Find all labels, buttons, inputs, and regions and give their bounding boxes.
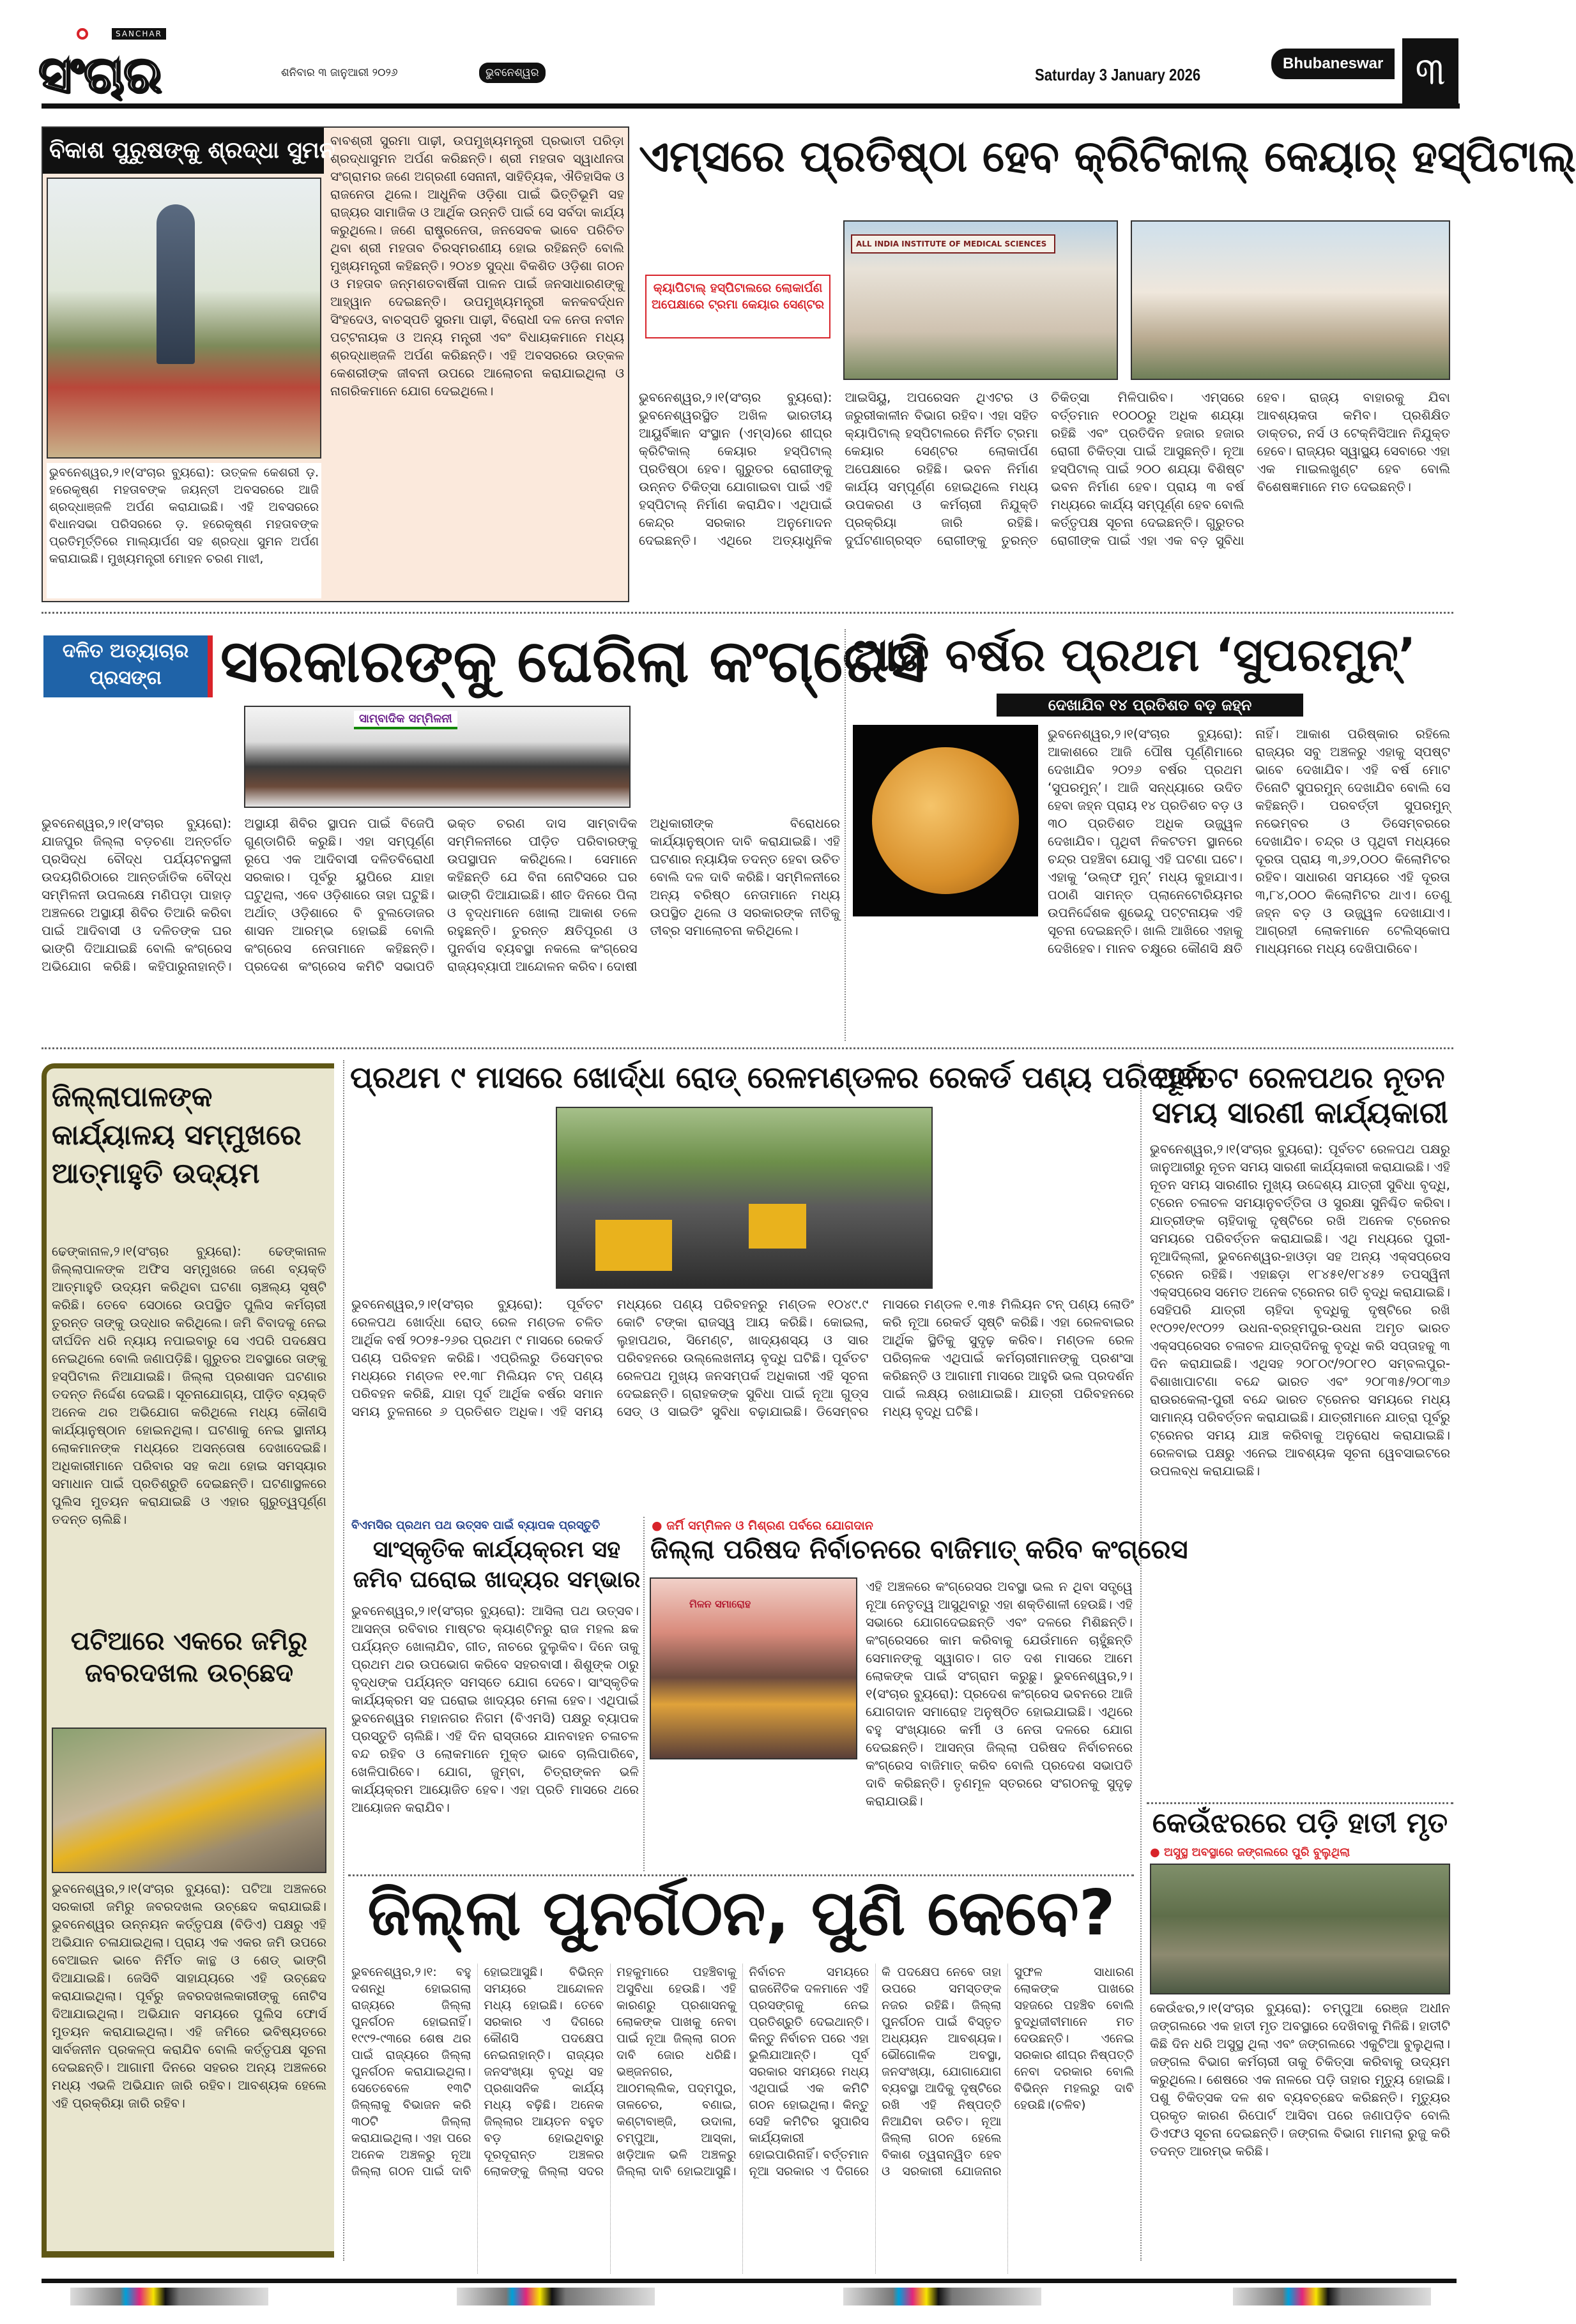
tribute-box [42, 126, 629, 602]
patia-eviction-photo [52, 1728, 326, 1873]
odia-date: ଶନିବାର ୩ ଜାନୁଆରୀ ୨୦୨୬ [281, 66, 398, 79]
moon [872, 747, 1019, 894]
congress-headline: ସରକାରଙ୍କୁ ଘେରିଲା କଂଗ୍ରେସ [220, 627, 926, 695]
patia-body: ଭୁବନେଶ୍ୱର,୨।୧(ସଂଚାର ବ୍ୟୁରୋ): ପଟିଆ ଅଞ୍ଚଳରେ ସରକାରୀ ଜମିରୁ ଜବରଦଖଲ ଉଚ୍ଛେଦ କରାଯାଇଛି। ଭୁବନେଶ୍ୱର ଉନ୍ନୟନ କର୍ତ୍ତୃପକ୍ଷ (ବିଡିଏ) ପକ୍ଷରୁ ଏହି ଅଭିଯାନ ଚଳାଯାଇଥିଲା। ପ୍ରାୟ ଏକ ଏକର ଜମି ଉପରେ ବେଆଇନ ଭାବେ ନିର୍ମିତ କାନ୍ଥ ଓ ଶେଡ୍ ଭାଙ୍ଗି ଦିଆଯାଇଛି। ଜେସିବି ସାହାଯ୍ୟରେ ଏହି ଉଚ୍ଛେଦ କରାଯାଇଥିଲା। ପୂର୍ବରୁ ଜବରଦଖଲକାରୀଙ୍କୁ ନୋଟିସ ଦିଆଯାଇଥିଲା। ଅଭିଯାନ ସମୟରେ ପୁଲିସ ଫୋର୍ସ ମୁତୟନ କରାଯାଇଥିଲା। ଏହି ଜମିରେ ଭବିଷ୍ୟତରେ ସାର୍ବଜନୀନ ପ୍ରକଳ୍ପ କରାଯିବ ବୋଲି କର୍ତ୍ତୃପକ୍ଷ ସୂଚନା ଦେଇଛନ୍ତି। ଆଗାମୀ ଦିନରେ ସହରର ଅନ୍ୟ ଅଞ୍ଚଳରେ ମଧ୍ୟ ଏଭଳି ଅଭିଯାନ ଜାରି ରହିବ। ଆବଶ୍ୟକ ହେଲେ ଏହି ପ୍ରକ୍ରିୟା ଜାରି ରହିବ। [52, 1881, 326, 2111]
railway-headline-2: ସମୟ ସାରଣୀ କାର୍ଯ୍ୟକାରୀ [1152, 1095, 1448, 1130]
khurda-body: ଭୁବନେଶ୍ୱର,୨।୧(ସଂଚାର ବ୍ୟୁରୋ): ପୂର୍ବତଟ ରେଳପଥ ଖୋର୍ଦ୍ଧା ରୋଡ୍ ରେଳ ମଣ୍ଡଳ ଚଳିତ ଆର୍ଥିକ ବର୍ଷ ୨୦୨୫-୨୬ର ପ୍ରଥମ ୯ ମାସରେ ରେକର୍ଡ ପଣ୍ୟ ପରିବହନ କରିଛି। ଏପ୍ରିଲରୁ ଡିସେମ୍ବର ମଧ୍ୟରେ ମଣ୍ଡଳ ୧୧.୩୮ ମିଲିୟନ ଟନ୍ ପଣ୍ୟ ପରିବହନ କରିଛି, ଯାହା ପୂର୍ବ ଆର୍ଥିକ ବର୍ଷର ସମାନ ସମୟ ତୁଳନାରେ ୬ ପ୍ରତିଶତ ଅଧିକ। ଏହି ସମୟ ମଧ୍ୟରେ ପଣ୍ୟ ପରିବହନରୁ ମଣ୍ଡଳ ୧୦୪୯.୯ କୋଟି ଟଙ୍କା ରାଜସ୍ୱ ଆୟ କରିଛି। କୋଇଲା, ଲୁହାପଥର, ସିମେଣ୍ଟ, ଖାଦ୍ୟଶସ୍ୟ ଓ ସାର ପରିବହନରେ ଉଲ୍ଲେଖନୀୟ ବୃଦ୍ଧି ଘଟିଛି। ପୂର୍ବତଟ ରେଳପଥ ମୁଖ୍ୟ ଜନସମ୍ପର୍କ ଅଧିକାରୀ ଏହି ସୂଚନା ଦେଇଛନ୍ତି। ଗ୍ରାହକଙ୍କ ସୁବିଧା ପାଇଁ ନୂଆ ଗୁଡ୍ସ ସେଡ୍ ଓ ସାଇଡିଂ ସୁବିଧା ବଢ଼ାଯାଇଛି। ଡିସେମ୍ବର ମାସରେ ମଣ୍ଡଳ ୧.୩୫ ମିଲିୟନ ଟନ୍ ପଣ୍ୟ ଲୋଡିଂ କରି ନୂଆ ରେକର୍ଡ ସୃଷ୍ଟି କରିଛି। ଏହା ରେଳବାଇର ଆର୍ଥିକ ସ୍ଥିତିକୁ ସୁଦୃଢ଼ କରିବ। ମଣ୍ଡଳ ରେଳ ପରିଚାଳକ ଏଥିପାଇଁ କର୍ମଚାରୀମାନଙ୍କୁ ପ୍ରଶଂସା କରିଛନ୍ତି ଓ ଆଗାମୀ ମାସରେ ଆହୁରି ଭଲ ପ୍ରଦର୍ଶନ ପାଇଁ ଲକ୍ଷ୍ୟ ରଖାଯାଇଛି। ଯାତ୍ରୀ ପରିବହନରେ ମଧ୍ୟ ବୃଦ୍ଧି ଘଟିଛି। [351, 1296, 1134, 1419]
tribute-title: ବିକାଶ ପୁରୁଷଙ୍କୁ ଶ୍ରଦ୍ଧା ସୁମନ [43, 128, 324, 174]
reorg-headline: ଜିଲ୍ଲା ପୁନର୍ଗଠନ, ପୁଣି କେବେ? [367, 1877, 1115, 1950]
railway-headline-1: ପୂର୍ବତଟ ରେଳପଥର ନୂତନ [1155, 1060, 1445, 1095]
supermoon-headline: ଆଜି ବର୍ଷର ପ୍ରଥମ ‘ସୁପରମୁନ୍’ [853, 628, 1416, 681]
congress-body: ଭୁବନେଶ୍ୱର,୨।୧(ସଂଚାର ବ୍ୟୁରୋ): ଯାଜପୁର ଜିଲ୍ଲା ବଡ଼ଚଣା ଅନ୍ତର୍ଗତ ପ୍ରସିଦ୍ଧ ବୌଦ୍ଧ ପର୍ଯ୍ୟଟନସ୍ଥଳୀ ଉଦୟଗିରିଠାରେ ଆନ୍ତର୍ଜାତିକ ବୌଦ୍ଧ ସମ୍ମିଳନୀ ଉପଲକ୍ଷେ ମଣିପଡ଼ା ପାହାଡ଼ ଅଞ୍ଚଳରେ ଅସ୍ଥାୟୀ ଶିବିର ତିଆରି କରିବା ପାଇଁ ଆଦିବାସୀ ଓ ଦଳିତଙ୍କ ଘର ଭାଙ୍ଗି ଦିଆଯାଇଛି ବୋଲି କଂଗ୍ରେସ ଅଭିଯୋଗ କରିଛି। କହିପାରୁନାହାନ୍ତି। ଅସ୍ଥାୟୀ ଶିବିର ସ୍ଥାପନ ପାଇଁ ବିଜେପି ଗୁଣ୍ଡାଗିରି କରୁଛି। ଏହା ସମ୍ପୂର୍ଣ୍ଣ ରୂପେ ଏକ ଆଦିବାସୀ ଦଳିତବିରୋଧୀ ସରକାର। ପୂର୍ବରୁ ୟୁପିରେ ଯାହା ଘଟୁଥିଲା, ଏବେ ଓଡ଼ିଶାରେ ତାହା ଘଟୁଛି। ଅର୍ଥାତ୍ ଓଡ଼ିଶାରେ ବି ବୁଲଡୋଜର ଶାସନ ଆରମ୍ଭ ହୋଇଛି ବୋଲି କଂଗ୍ରେସ ନେତାମାନେ କହିଛନ୍ତି। ପ୍ରଦେଶ କଂଗ୍ରେସ କମିଟି ସଭାପତି ଭକ୍ତ ଚରଣ ଦାସ ସାମ୍ବାଦିକ ସମ୍ମିଳନୀରେ ପୀଡ଼ିତ ପରିବାରଙ୍କୁ ଉପସ୍ଥାପନ କରିଥିଲେ। ସେମାନେ କହିଛନ୍ତି ଯେ ବିନା ନୋଟିସରେ ଘର ଭାଙ୍ଗି ଦିଆଯାଇଛି। ଶୀତ ଦିନରେ ପିଲା ଓ ବୃଦ୍ଧମାନେ ଖୋଲା ଆକାଶ ତଳେ ରହୁଛନ୍ତି। ତୁରନ୍ତ କ୍ଷତିପୂରଣ ଓ ପୁନର୍ବାସ ବ୍ୟବସ୍ଥା ନକଲେ କଂଗ୍ରେସ ରାଜ୍ୟବ୍ୟାପୀ ଆନ୍ଦୋଳନ କରିବ। ଦୋଷୀ ଅଧିକାରୀଙ୍କ ବିରୋଧରେ କାର୍ଯ୍ୟାନୁଷ୍ଠାନ ଦାବି କରାଯାଇଛି। ଏହି ଘଟଣାର ନ୍ୟାୟିକ ତଦନ୍ତ ହେବା ଉଚିତ ବୋଲି ଦଳ ଦାବି କରିଛି। ସମ୍ମିଳନୀରେ ଅନ୍ୟ ବରିଷ୍ଠ ନେତାମାନେ ମଧ୍ୟ ଉପସ୍ଥିତ ଥିଲେ ଓ ସରକାରଙ୍କ ନୀତିକୁ ତୀବ୍ର ସମାଲୋଚନା କରିଥିଲେ। [42, 816, 840, 974]
logo-tag: SANCHAR [112, 28, 166, 40]
page-number: ୩ [1402, 38, 1458, 105]
logo-red-dot [77, 28, 88, 40]
masthead [38, 29, 1463, 112]
collector-headline: ଜିଲ୍ଲାପାଳଙ୍କ କାର୍ଯ୍ୟାଳୟ ସମ୍ମୁଖରେ ଆତ୍ମାହୁତି ଉଦ୍ୟମ [52, 1081, 302, 1190]
patia-headline: ପଟିଆରେ ଏକରେ ଜମିରୁ ଜବରଦଖଲ ଉଚ୍ଛେଦ [70, 1627, 308, 1688]
aiims-photo [843, 220, 1118, 380]
city-badge-odia: ଭୁବନେଶ୍ୱର [479, 63, 546, 83]
color-bar [1233, 2288, 1431, 2305]
column-divider [343, 1060, 344, 2261]
tribute-photo [47, 178, 321, 459]
color-bar [70, 2288, 268, 2305]
section-divider [348, 1874, 1134, 1876]
aiims-headline: ଏମ୍ସରେ ପ୍ରତିଷ୍ଠା ହେବ କ୍ରିଟିକାଲ୍ କେୟାର୍ ହସ୍ପିଟାଲ୍ [639, 132, 1576, 182]
color-bar [843, 2288, 1041, 2305]
footer-rule [42, 2279, 1457, 2283]
zp-kicker-text: ଜର୍ମି ସମ୍ମିଳନ ଓ ମିଶ୍ରଣ ପର୍ବରେ ଯୋଗଦାନ [666, 1519, 873, 1533]
bullet-icon: ● [1150, 1846, 1164, 1859]
aiims-building-photo [1131, 220, 1450, 380]
category-tag: ଦଳିତ ଅତ୍ୟାଚାର ପ୍ରସଙ୍ଗ [43, 635, 213, 697]
loader [595, 1220, 672, 1271]
tribute-side-text: ବାବଶ୍ରୀ ସୁରମା ପାଢ଼ୀ, ଉପମୁଖ୍ୟମନ୍ତ୍ରୀ ପ୍ରଭାତୀ ପରିଡ଼ା ଶ୍ରଦ୍ଧାସୁମନ ଅର୍ପଣ କରିଛନ୍ତି। ଶ୍ରୀ ମହତାବ ସ୍ୱାଧୀନତା ସଂଗ୍ରାମର ଜଣେ ଅଗ୍ରଣୀ ସେନାନୀ, ସାହିତ୍ୟିକ, ଐତିହାସିକ ଓ ରାଜନେତା ଥିଲେ। ଆଧୁନିକ ଓଡ଼ିଶା ପାଇଁ ଭିତ୍ତିଭୂମି ସହ ରାଜ୍ୟର ସାମାଜିକ ଓ ଆର୍ଥିକ ଉନ୍ନତି ପାଇଁ ସେ ସର୍ବଦା କାର୍ଯ୍ୟ କରୁଥିଲେ। ଜଣେ ରାଷ୍ଟ୍ରନେତା, ଜନସେବକ ଭାବେ ପରିଚିତ ଥିବା ଶ୍ରୀ ମହତାବ ଚିରସ୍ମରଣୀୟ ହୋଇ ରହିଛନ୍ତି ବୋଲି ମୁଖ୍ୟମନ୍ତ୍ରୀ କହିଛନ୍ତି। ୨୦୪୭ ସୁଦ୍ଧା ବିକଶିତ ଓଡ଼ିଶା ଗଠନ ଓ ମହତାବ ଜନ୍ମଶତବାର୍ଷିକୀ ପାଳନ ପାଇଁ ଜନସାଧାରଣଙ୍କୁ ଆହ୍ୱାନ ଦେଇଛନ୍ତି। ଉପମୁଖ୍ୟମନ୍ତ୍ରୀ କନକବର୍ଦ୍ଧନ ସିଂହଦେଓ, ବାଚସ୍ପତି ସୁରମା ପାଢ଼ୀ, ବିରୋଧୀ ଦଳ ନେତା ନବୀନ ପଟ୍ଟନାୟକ ଓ ଅନ୍ୟ ମନ୍ତ୍ରୀ ଏବଂ ବିଧାୟକମାନେ ମଧ୍ୟ ଶ୍ରଦ୍ଧାଞ୍ଜଳି ଅର୍ପଣ କରିଛନ୍ତି। ଏହି ଅବସରରେ ଉତ୍କଳ କେଶରୀଙ୍କ ଜୀବନୀ ଉପରେ ଆଲୋଚନା କରାଯାଇଥିଲା ଓ ନାଗରିକମାନେ ଯୋଗ ଦେଇଥିଲେ। [330, 133, 624, 399]
section-divider [42, 1047, 1453, 1049]
elephant-body: କେଉଁଝର,୨।୧(ସଂଚାର ବ୍ୟୁରୋ): ଚମ୍ପୁଆ ରେଞ୍ଜ ଅଧୀନ ଜଙ୍ଗଲରେ ଏକ ହାତୀ ମୃତ ଅବସ୍ଥାରେ ଦେଖିବାକୁ ମିଳିଛି। ହାତୀଟି କିଛି ଦିନ ଧରି ଅସୁସ୍ଥ ଥିଲା ଏବଂ ଜଙ୍ଗଲରେ ଏକୁଟିଆ ବୁଲୁଥିଲା। ଜଙ୍ଗଲ ବିଭାଗ କର୍ମଚାରୀ ତାକୁ ଚିକିତ୍ସା କରିବାକୁ ଉଦ୍ୟମ କରୁଥିଲେ। ଶେଷରେ ଏକ ନାଳରେ ପଡ଼ି ତାହାର ମୃତ୍ୟୁ ହୋଇଛି। ପଶୁ ଚିକିତ୍ସକ ଦଳ ଶବ ବ୍ୟବଚ୍ଛେଦ କରିଛନ୍ତି। ମୃତ୍ୟୁର ପ୍ରକୃତ କାରଣ ରିପୋର୍ଟ ଆସିବା ପରେ ଜଣାପଡ଼ିବ ବୋଲି ଡିଏଫଓ ସୂଚନା ଦେଇଛନ୍ତି। ଜଙ୍ଗଲ ବିଭାଗ ମାମଲା ରୁଜୁ କରି ତଦନ୍ତ ଆରମ୍ଭ କରିଛି। [1150, 2000, 1450, 2159]
color-registration-strip [0, 2288, 1478, 2305]
supermoon-body: ଭୁବନେଶ୍ୱର,୨।୧(ସଂଚାର ବ୍ୟୁରୋ): ଆକାଶରେ ଆଜି ପୌଷ ପୂର୍ଣ୍ଣିମାରେ ଦେଖାଯିବ ୨୦୨୬ ବର୍ଷର ପ୍ରଥମ ‘ସୁପରମୁନ୍’। ଆଜି ସନ୍ଧ୍ୟାରେ ଉଦିତ ହେବା ଜହ୍ନ ପ୍ରାୟ ୧୪ ପ୍ରତିଶତ ବଡ଼ ଓ ୩୦ ପ୍ରତିଶତ ଅଧିକ ଉଜ୍ଜ୍ୱଳ ଦେଖାଯିବ। ପୃଥିବୀ ନିକଟତମ ସ୍ଥାନରେ ଚନ୍ଦ୍ର ପହଞ୍ଚିବା ଯୋଗୁ ଏହି ଘଟଣା ଘଟେ। ଏହାକୁ ‘ଉଲ୍ଫ ମୁନ୍’ ମଧ୍ୟ କୁହାଯାଏ। ପଠାଣି ସାମନ୍ତ ପ୍ଲାନେଟୋରିୟମର ଉପନିର୍ଦ୍ଦେଶକ ଶୁଭେନ୍ଦୁ ପଟ୍ଟନାୟକ ଏହି ସୂଚନା ଦେଇଛନ୍ତି। ଖାଲି ଆଖିରେ ଏହାକୁ ଦେଖିହେବ। ମାନବ ଚକ୍ଷୁରେ କୌଣସି କ୍ଷତି ନାହିଁ। ଆକାଶ ପରିଷ୍କାର ରହିଲେ ରାଜ୍ୟର ସବୁ ଅଞ୍ଚଳରୁ ଏହାକୁ ସ୍ପଷ୍ଟ ଭାବେ ଦେଖାଯିବ। ଏହି ବର୍ଷ ମୋଟ ତିନୋଟି ସୁପରମୁନ୍ ଦେଖାଯିବ ବୋଲି ସେ କହିଛନ୍ତି। ପରବର୍ତ୍ତୀ ସୁପରମୁନ୍ ନଭେମ୍ବର ଓ ଡିସେମ୍ବରରେ ଦେଖାଯିବ। ଚନ୍ଦ୍ର ଓ ପୃଥିବୀ ମଧ୍ୟରେ ଦୂରତା ପ୍ରାୟ ୩,୬୨,୦୦୦ କିଲୋମିଟର ରହିବ। ସାଧାରଣ ସମୟରେ ଏହି ଦୂରତା ୩,୮୪,୦୦୦ କିଲୋମିଟର ଥାଏ। ତେଣୁ ଜହ୍ନ ବଡ଼ ଓ ଉଜ୍ଜ୍ୱଳ ଦେଖାଯାଏ। ଆଗ୍ରହୀ ଲୋକମାନେ ଟେଲିସ୍କୋପ ମାଧ୍ୟମରେ ମଧ୍ୟ ଦେଖିପାରିବେ। [1048, 726, 1450, 956]
railway-body: ଭୁବନେଶ୍ୱର,୨।୧(ସଂଚାର ବ୍ୟୁରୋ): ପୂର୍ବତଟ ରେଳପଥ ପକ୍ଷରୁ ଜାନୁଆରୀରୁ ନୂତନ ସମୟ ସାରଣୀ କାର୍ଯ୍ୟକାରୀ କରାଯାଇଛି। ଏହି ନୂତନ ସମୟ ସାରଣୀର ମୁଖ୍ୟ ଉଦ୍ଦେଶ୍ୟ ଯାତ୍ରୀ ସୁବିଧା ବୃଦ୍ଧି, ଟ୍ରେନ ଚଳାଚଳ ସମୟାନୁବର୍ତ୍ତିତା ଓ ସୁରକ୍ଷା ସୁନିଶ୍ଚିତ କରିବା। ଯାତ୍ରୀଙ୍କ ଚାହିଦାକୁ ଦୃଷ୍ଟିରେ ରଖି ଅନେକ ଟ୍ରେନର ସମୟରେ ପରିବର୍ତ୍ତନ କରାଯାଇଛି। ଏଥି ମଧ୍ୟରେ ପୁରୀ-ନୂଆଦିଲ୍ଲୀ, ଭୁବନେଶ୍ୱର-ହାଓଡ଼ା ସହ ଅନ୍ୟ ଏକ୍ସପ୍ରେସ ଟ୍ରେନ ରହିଛି। ଏହାଛଡ଼ା ୧୮୪୫୧/୧୮୪୫୨ ତପସ୍ୱିନୀ ଏକ୍ସପ୍ରେସ ସମେତ ଅନେକ ଟ୍ରେନର ଗତି ବୃଦ୍ଧି କରାଯାଇଛି। ସେହିପରି ଯାତ୍ରୀ ଚାହିଦା ବୃଦ୍ଧିକୁ ଦୃଷ୍ଟିରେ ରଖି ୧୯୦୨୧/୧୯୦୨୨ ଉଧନା-ବ୍ରହ୍ମପୁର-ଉଧନା ଅମୃତ ଭାରତ ଏକ୍ସପ୍ରେସର ଚଳାଚଳ ଯାତ୍ରାଦିନକୁ ବୃଦ୍ଧି କରି ସପ୍ତାହକୁ ୩ ଦିନ କରାଯାଇଛି। ଏଥିସହ ୨୦୮୦୯/୨୦୮୧୦ ସମ୍ବଲପୁର-ବିଶାଖାପାଟଣା ବନ୍ଦେ ଭାରତ ଏବଂ ୨୦୮୩୫/୨୦୮୩୬ ରାଉରକେଲା-ପୁରୀ ବନ୍ଦେ ଭାରତ ଟ୍ରେନର ସମୟରେ ମଧ୍ୟ ସାମାନ୍ୟ ପରିବର୍ତ୍ତନ କରାଯାଇଛି। ଯାତ୍ରୀମାନେ ଯାତ୍ରା ପୂର୍ବରୁ ଟ୍ରେନର ସମୟ ଯାଞ୍ଚ କରିବାକୁ ଅନୁରୋଧ କରାଯାଇଛି। ରେଳବାଇ ପକ୍ଷରୁ ଏନେଇ ଆବଶ୍ୟକ ସୂଚନା ୱେବସାଇଟରେ ଉପଲବ୍ଧ କରାଯାଇଛି। [1150, 1141, 1450, 1478]
zp-body: ଏହି ଅଞ୍ଚଳରେ କଂଗ୍ରେସର ଅବସ୍ଥା ଭଲ ନ ଥିବା ସତ୍ତ୍ୱେ ନୂଆ ନେତୃତ୍ୱ ଆସୁଥିବାରୁ ଏହା ଶକ୍ତିଶାଳୀ ହେଉଛି। ଏହି ସଭାରେ ଯୋଗଦେଇଛନ୍ତି ଏବଂ ଦଳରେ ମିଶିଛନ୍ତି। କଂଗ୍ରେସରେ କାମ କରିବାକୁ ଯେଉଁମାନେ ଚାହୁଁଛନ୍ତି ସେମାନଙ୍କୁ ସ୍ୱାଗତ। ଗତ ଦଶ ମାସରେ ଆମେ ଲୋକଙ୍କ ପାଇଁ ସଂଗ୍ରାମ କରୁଛୁ। ଭୁବନେଶ୍ୱର,୨।୧(ସଂଚାର ବ୍ୟୁରୋ): ପ୍ରଦେଶ କଂଗ୍ରେସ ଭବନରେ ଆଜି ଯୋଗଦାନ ସମାରୋହ ଅନୁଷ୍ଠିତ ହୋଇଯାଇଛି। ଏଥିରେ ବହୁ ସଂଖ୍ୟାରେ କର୍ମୀ ଓ ନେତା ଦଳରେ ଯୋଗ ଦେଇଛନ୍ତି। ଆସନ୍ତା ଜିଲ୍ଲା ପରିଷଦ ନିର୍ବାଚନରେ କଂଗ୍ରେସ ବାଜିମାତ୍ କରିବ ବୋଲି ପ୍ରଦେଶ ସଭାପତି ଦାବି କରିଛନ୍ତି। ତୃଣମୂଳ ସ୍ତରରେ ସଂଗଠନକୁ ସୁଦୃଢ଼ କରାଯାଉଛି। [866, 1579, 1133, 1809]
bmc-headline-2: ଜମିବ ଘରୋଇ ଖାଦ୍ୟର ସମ୍ଭାର [353, 1567, 641, 1593]
bmc-kicker: ବିଏମସିର ପ୍ରଥମ ପଥ ଉତ୍ସବ ପାଇଁ ବ୍ୟାପକ ପ୍ରସ୍ତୁତି [351, 1519, 601, 1532]
newspaper-logo[interactable]: ସଂଚାର [38, 46, 162, 103]
elephant-headline: କେଉଁଝରରେ ପଡ଼ି ହାତୀ ମୃତ [1152, 1807, 1448, 1839]
column-divider [1140, 1060, 1142, 2261]
section-divider [1147, 1802, 1453, 1804]
elephant-kicker [1150, 1846, 1450, 1859]
bullet-icon: ● [652, 1519, 667, 1533]
zp-photo-banner: ମିଳନ ସମାରୋହ [689, 1598, 751, 1610]
left-column-box [42, 1063, 334, 2258]
statue [157, 204, 195, 364]
tribute-caption: ଭୁବନେଶ୍ୱର,୨।୧(ସଂଚାର ବ୍ୟୁରୋ): ଉତ୍କଳ କେଶରୀ ଡ଼. ହରେକୃଷ୍ଣ ମହତାବଙ୍କ ଜୟନ୍ତୀ ଅବସରରେ ଆଜି ଶ୍ରଦ୍ଧାଞ୍ଜଳି ଅର୍ପଣ କରାଯାଇଛି। ଏହି ଅବସରରେ ବିଧାନସଭା ପରିସରରେ ଡ଼. ହରେକୃଷ୍ଣ ମହତାବଙ୍କ ପ୍ରତିମୂର୍ତ୍ତିରେ ମାଲ୍ୟାର୍ପଣ ସହ ଶ୍ରଦ୍ଧା ସୁମନ ଅର୍ପଣ କରାଯାଇଛି। ମୁଖ୍ୟମନ୍ତ୍ରୀ ମୋହନ ଚରଣ ମାଝୀ, [47, 463, 321, 598]
aiims-subhead-box: କ୍ୟାପିଟାଲ୍ ହସ୍ପିଟାଲରେ ଲୋକାର୍ପଣ ଅପେକ୍ଷାରେ ଟ୍ରମା କେୟାର ସେଣ୍ଟର [645, 275, 830, 338]
elephant-kicker-text: ଅସୁସ୍ଥ ଅବସ୍ଥାରେ ଜଙ୍ଗଲରେ ପୁରି ବୁଲୁଥିଲା [1163, 1846, 1350, 1859]
congress-press-photo [244, 706, 631, 808]
collector-body: ଢେଙ୍କାନାଳ,୨।୧(ସଂଚାର ବ୍ୟୁରୋ): ଢେଙ୍କାନାଳ ଜିଲ୍ଲାପାଳଙ୍କ ଅଫିସ ସମ୍ମୁଖରେ ଜଣେ ବ୍ୟକ୍ତି ଆତ୍ମାହୁତି ଉଦ୍ୟମ କରିଥିବା ଘଟଣା ଚାଞ୍ଚଲ୍ୟ ସୃଷ୍ଟି କରିଛି। ତେବେ ସେଠାରେ ଉପସ୍ଥିତ ପୁଲିସ କର୍ମଚାରୀ ତୁରନ୍ତ ତାଙ୍କୁ ଉଦ୍ଧାର କରିଥିଲେ। ଜମି ବିବାଦକୁ ନେଇ ଦୀର୍ଘଦିନ ଧରି ନ୍ୟାୟ ନପାଇବାରୁ ସେ ଏପରି ପଦକ୍ଷେପ ନେଇଥିଲେ ବୋଲି ଜଣାପଡ଼ିଛି। ଗୁରୁତର ଅବସ୍ଥାରେ ତାଙ୍କୁ ହସ୍ପିଟାଲ ନିଆଯାଇଛି। ଜିଲ୍ଲା ପ୍ରଶାସନ ଘଟଣାର ତଦନ୍ତ ନିର୍ଦ୍ଦେଶ ଦେଇଛି। ସୂଚନାଯୋଗ୍ୟ, ପୀଡ଼ିତ ବ୍ୟକ୍ତି ଅନେକ ଥର ଅଭିଯୋଗ କରିଥିଲେ ମଧ୍ୟ କୌଣସି କାର୍ଯ୍ୟାନୁଷ୍ଠାନ ହୋଇନଥିଲା। ଘଟଣାକୁ ନେଇ ସ୍ଥାନୀୟ ଲୋକମାନଙ୍କ ମଧ୍ୟରେ ଅସନ୍ତୋଷ ଦେଖାଦେଇଛି। ଅଧିକାରୀମାନେ ପରିବାର ସହ କଥା ହୋଇ ସମସ୍ୟାର ସମାଧାନ ପାଇଁ ପ୍ରତିଶ୍ରୁତି ଦେଇଛନ୍ତି। ଘଟଣାସ୍ଥଳରେ ପୁଲିସ ମୁତୟନ କରାଯାଇଛି ଓ ଏହାର ଗୁରୁତ୍ୱପୂର୍ଣ୍ଣ ତଦନ୍ତ ଚାଲିଛି। [52, 1243, 326, 1527]
bmc-headline-1: ସାଂସ୍କୃତିକ କାର୍ଯ୍ୟକ୍ରମ ସହ [372, 1537, 621, 1563]
khurda-freight-photo [556, 1107, 933, 1289]
english-date: Saturday 3 January 2026 [1035, 65, 1201, 84]
zp-photo [650, 1577, 857, 1759]
loader [749, 1204, 806, 1249]
aiims-sign: ALL INDIA INSTITUTE OF MEDICAL SCIENCES [851, 234, 1055, 254]
press-banner: ସାମ୍ବାଦିକ ସମ୍ମିଳନୀ [354, 711, 457, 729]
elephant-photo [1150, 1864, 1450, 1994]
color-bar [457, 2288, 655, 2305]
bmc-body: ଭୁବନେଶ୍ୱର,୨।୧(ସଂଚାର ବ୍ୟୁରୋ): ଆସିଲା ପଥ ଉତ୍ସବ। ଆସନ୍ତା ରବିବାର ମାଷ୍ଟର କ୍ୟାଣ୍ଟିନରୁ ରାଜ ମହଲ ଛକ ପର୍ଯ୍ୟନ୍ତ ଖୋଲାଯିବ, ଗୀତ, ନାଚରେ ଦୁଲୁକିବ। ଦିନେ ତାକୁ ପ୍ରଥମ ଥର ଉପଭୋଗ କରିବେ ସହରବାସୀ। ଶିଶୁଙ୍କ ଠାରୁ ବୃଦ୍ଧଙ୍କ ପର୍ଯ୍ୟନ୍ତ ସମସ୍ତେ ଯୋଗ ଦେବେ। ସାଂସ୍କୃତିକ କାର୍ଯ୍ୟକ୍ରମ ସହ ଘରୋଇ ଖାଦ୍ୟର ମେଳା ହେବ। ଏଥିପାଇଁ ଭୁବନେଶ୍ୱର ମହାନଗର ନିଗମ (ବିଏମସି) ପକ୍ଷରୁ ବ୍ୟାପକ ପ୍ରସ୍ତୁତି ଚାଲିଛି। ଏହି ଦିନ ରାସ୍ତାରେ ଯାନବାହନ ଚଳାଚଳ ବନ୍ଦ ରହିବ ଓ ଲୋକମାନେ ମୁକ୍ତ ଭାବେ ଚାଲିପାରିବେ, ଖେଳିପାରିବେ। ଯୋଗ, ଜୁମ୍ବା, ଚିତ୍ରାଙ୍କନ ଭଳି କାର୍ଯ୍ୟକ୍ରମ ଆୟୋଜିତ ହେବ। ଏହା ପ୍ରତି ମାସରେ ଥରେ ଆୟୋଜନ କରାଯିବ। [351, 1603, 639, 1815]
section-divider [42, 612, 1453, 614]
khurda-headline: ପ୍ରଥମ ୯ ମାସରେ ଖୋର୍ଦ୍ଧା ରୋଡ୍ ରେଳମଣ୍ଡଳର ରେକର୍ଡ ପଣ୍ୟ ପରିବହନ [350, 1060, 1207, 1095]
masthead-rule [42, 103, 1460, 109]
city-badge: Bhubaneswar [1271, 49, 1395, 79]
supermoon-subhead: ଦେଖାଯିବ ୧୪ ପ୍ରତିଶତ ବଡ଼ ଜହ୍ନ [997, 694, 1303, 717]
column-divider [643, 1517, 645, 1871]
zp-kicker [652, 1519, 1131, 1533]
reorg-body: ଭୁବନେଶ୍ୱର,୨।୧: ବହୁ ଦଶନ୍ଧି ହୋଇଗଲା ରାଜ୍ୟରେ ଜିଲ୍ଲା ପୁନର୍ଗଠନ ହୋଇନାହିଁ। ୧୯୯୨-୯୩ରେ ଶେଷ ଥର ପାଇଁ ରାଜ୍ୟରେ ଜିଲ୍ଲା ପୁନର୍ଗଠନ କରାଯାଇଥିଲା। ସେତେବେଳେ ୧୩ଟି ଜିଲ୍ଲାକୁ ବିଭାଜନ କରି ୩୦ଟି ଜିଲ୍ଲା କରାଯାଇଥିଲା। ଏହା ପରେ ଅନେକ ଅଞ୍ଚଳରୁ ନୂଆ ଜିଲ୍ଲା ଗଠନ ପାଇଁ ଦାବି ହୋଇଆସୁଛି। ବିଭିନ୍ନ ସମୟରେ ଆନ୍ଦୋଳନ ମଧ୍ୟ ହୋଇଛି। ତେବେ ସରକାର ଏ ଦିଗରେ କୌଣସି ପଦକ୍ଷେପ ନେଇନାହାନ୍ତି। ରାଜ୍ୟର ଜନସଂଖ୍ୟା ବୃଦ୍ଧି ସହ ପ୍ରଶାସନିକ କାର୍ଯ୍ୟ ମଧ୍ୟ ବଢ଼ିଛି। ଅନେକ ଜିଲ୍ଲାର ଆୟତନ ବହୁତ ବଡ଼ ହୋଇଥିବାରୁ ଦୂରଦୂରାନ୍ତ ଅଞ୍ଚଳର ଲୋକଙ୍କୁ ଜିଲ୍ଲା ସଦର ମହକୁମାରେ ପହଞ୍ଚିବାକୁ ଅସୁବିଧା ହେଉଛି। ଏହି କାରଣରୁ ପ୍ରଶାସନକୁ ଲୋକଙ୍କ ପାଖକୁ ନେବା ପାଇଁ ନୂଆ ଜିଲ୍ଲା ଗଠନ ଦାବି ଜୋର ଧରିଛି। ଭଞ୍ଜନଗର, ଆଠମଲ୍ଲିକ, ପଦ୍ମପୁର, ତାଳଚେର, ବଣାଇ, କଣ୍ଟାବାଞ୍ଜି, ଉଦାଳା, ଚମ୍ପୁଆ, ଆସ୍କା, ଖଡ଼ିଆଳ ଭଳି ଅଞ୍ଚଳରୁ ଜିଲ୍ଲା ଦାବି ହୋଇଆସୁଛି। ନିର୍ବାଚନ ସମୟରେ ରାଜନୈତିକ ଦଳମାନେ ଏହି ପ୍ରସଙ୍ଗକୁ ନେଇ ପ୍ରତିଶ୍ରୁତି ଦେଇଥାନ୍ତି। କିନ୍ତୁ ନିର୍ବାଚନ ପରେ ଏହା ଭୁଲିଯାଆନ୍ତି। ପୂର୍ବ ସରକାର ସମୟରେ ମଧ୍ୟ ଏଥିପାଇଁ ଏକ କମିଟି ଗଠନ ହୋଇଥିଲା। କିନ୍ତୁ ସେହି କମିଟିର ସୁପାରିସ କାର୍ଯ୍ୟକାରୀ ହୋଇପାରିନାହିଁ। ବର୍ତ୍ତମାନ ନୂଆ ସରକାର ଏ ଦିଗରେ କି ପଦକ୍ଷେପ ନେବେ ତାହା ଉପରେ ସମସ୍ତଙ୍କ ନଜର ରହିଛି। ଜିଲ୍ଲା ପୁନର୍ଗଠନ ପାଇଁ ବିସ୍ତୃତ ଅଧ୍ୟୟନ ଆବଶ୍ୟକ। ଭୌଗୋଳିକ ଅବସ୍ଥା, ଜନସଂଖ୍ୟା, ଯୋଗାଯୋଗ ବ୍ୟବସ୍ଥା ଆଦିକୁ ଦୃଷ୍ଟିରେ ରଖି ଏହି ନିଷ୍ପତ୍ତି ନିଆଯିବା ଉଚିତ। ନୂଆ ଜିଲ୍ଲା ଗଠନ ହେଲେ ବିକାଶ ତ୍ୱରାନ୍ୱିତ ହେବ ଓ ସରକାରୀ ଯୋଜନାର ସୁଫଳ ସାଧାରଣ ଲୋକଙ୍କ ପାଖରେ ସହଜରେ ପହଞ୍ଚିବ ବୋଲି ବୁଦ୍ଧିଜୀବୀମାନେ ମତ ଦେଉଛନ୍ତି। ଏନେଇ ସରକାର ଶୀଘ୍ର ନିଷ୍ପତ୍ତି ନେବା ଦରକାର ବୋଲି ବିଭିନ୍ନ ମହଲରୁ ଦାବି ହେଉଛି।(ଚଳିବ) [351, 1965, 1134, 2178]
aiims-body: ଭୁବନେଶ୍ୱର,୨।୧(ସଂଚାର ବ୍ୟୁରୋ): ଭୁବନେଶ୍ୱରସ୍ଥିତ ଅଖିଳ ଭାରତୀୟ ଆୟୁର୍ବିଜ୍ଞାନ ସଂସ୍ଥାନ (ଏମ୍ସ)ରେ ଶୀଘ୍ର କ୍ରିଟିକାଲ୍ କେୟାର ହସ୍ପିଟାଲ୍ ପ୍ରତିଷ୍ଠା ହେବ। ଗୁରୁତର ରୋଗୀଙ୍କୁ ଉନ୍ନତ ଚିକିତ୍ସା ଯୋଗାଇବା ପାଇଁ ଏହି ହସ୍ପିଟାଲ୍ ନିର୍ମାଣ କରାଯିବ। ଏଥିପାଇଁ କେନ୍ଦ୍ର ସରକାର ଅନୁମୋଦନ ଦେଇଛନ୍ତି। ଏଥିରେ ଅତ୍ୟାଧୁନିକ ଆଇସିୟୁ, ଅପରେସନ ଥିଏଟର ଓ ଜରୁରୀକାଳୀନ ବିଭାଗ ରହିବ। ଏହା ସହିତ କ୍ୟାପିଟାଲ୍ ହସ୍ପିଟାଲରେ ନିର୍ମିତ ଟ୍ରମା କେୟାର ସେଣ୍ଟର ଲୋକାର୍ପଣ ଅପେକ୍ଷାରେ ରହିଛି। ଭବନ ନିର୍ମାଣ କାର୍ଯ୍ୟ ସମ୍ପୂର୍ଣ୍ଣ ହୋଇଥିଲେ ମଧ୍ୟ ଉପକରଣ ଓ କର୍ମଚାରୀ ନିଯୁକ୍ତି ପ୍ରକ୍ରିୟା ଜାରି ରହିଛି। ଦୁର୍ଘଟଣାଗ୍ରସ୍ତ ରୋଗୀଙ୍କୁ ତୁରନ୍ତ ଚିକିତ୍ସା ମିଳିପାରିବ। ଏମ୍ସରେ ବର୍ତ୍ତମାନ ୧୦୦୦ରୁ ଅଧିକ ଶଯ୍ୟା ରହିଛି ଏବଂ ପ୍ରତିଦିନ ହଜାର ହଜାର ରୋଗୀ ଚିକିତ୍ସା ପାଇଁ ଆସୁଛନ୍ତି। ନୂଆ ହସ୍ପିଟାଲ୍ ପାଇଁ ୨୦୦ ଶଯ୍ୟା ବିଶିଷ୍ଟ ଭବନ ନିର୍ମାଣ ହେବ। ପ୍ରାୟ ୩ ବର୍ଷ ମଧ୍ୟରେ କାର୍ଯ୍ୟ ସମ୍ପୂର୍ଣ୍ଣ ହେବ ବୋଲି କର୍ତ୍ତୃପକ୍ଷ ସୂଚନା ଦେଇଛନ୍ତି। ଗୁରୁତର ରୋଗୀଙ୍କ ପାଇଁ ଏହା ଏକ ବଡ଼ ସୁବିଧା ହେବ। ରାଜ୍ୟ ବାହାରକୁ ଯିବା ଆବଶ୍ୟକତା କମିବ। ପ୍ରଶିକ୍ଷିତ ଡାକ୍ତର, ନର୍ସ ଓ ଟେକ୍ନିସିଆନ ନିଯୁକ୍ତ ହେବେ। ରାଜ୍ୟର ସ୍ୱାସ୍ଥ୍ୟ ସେବାରେ ଏହା ଏକ ମାଇଲଖୁଣ୍ଟ ହେବ ବୋଲି ବିଶେଷଜ୍ଞମାନେ ମତ ଦେଇଛନ୍ତି। [639, 390, 1450, 548]
zp-headline: ଜିଲ୍ଲା ପରିଷଦ ନିର୍ବାଚନରେ ବାଜିମାତ୍ କରିବ କଂଗ୍ରେସ [650, 1534, 1188, 1565]
column-divider [845, 629, 846, 1041]
supermoon-photo [853, 725, 1038, 916]
